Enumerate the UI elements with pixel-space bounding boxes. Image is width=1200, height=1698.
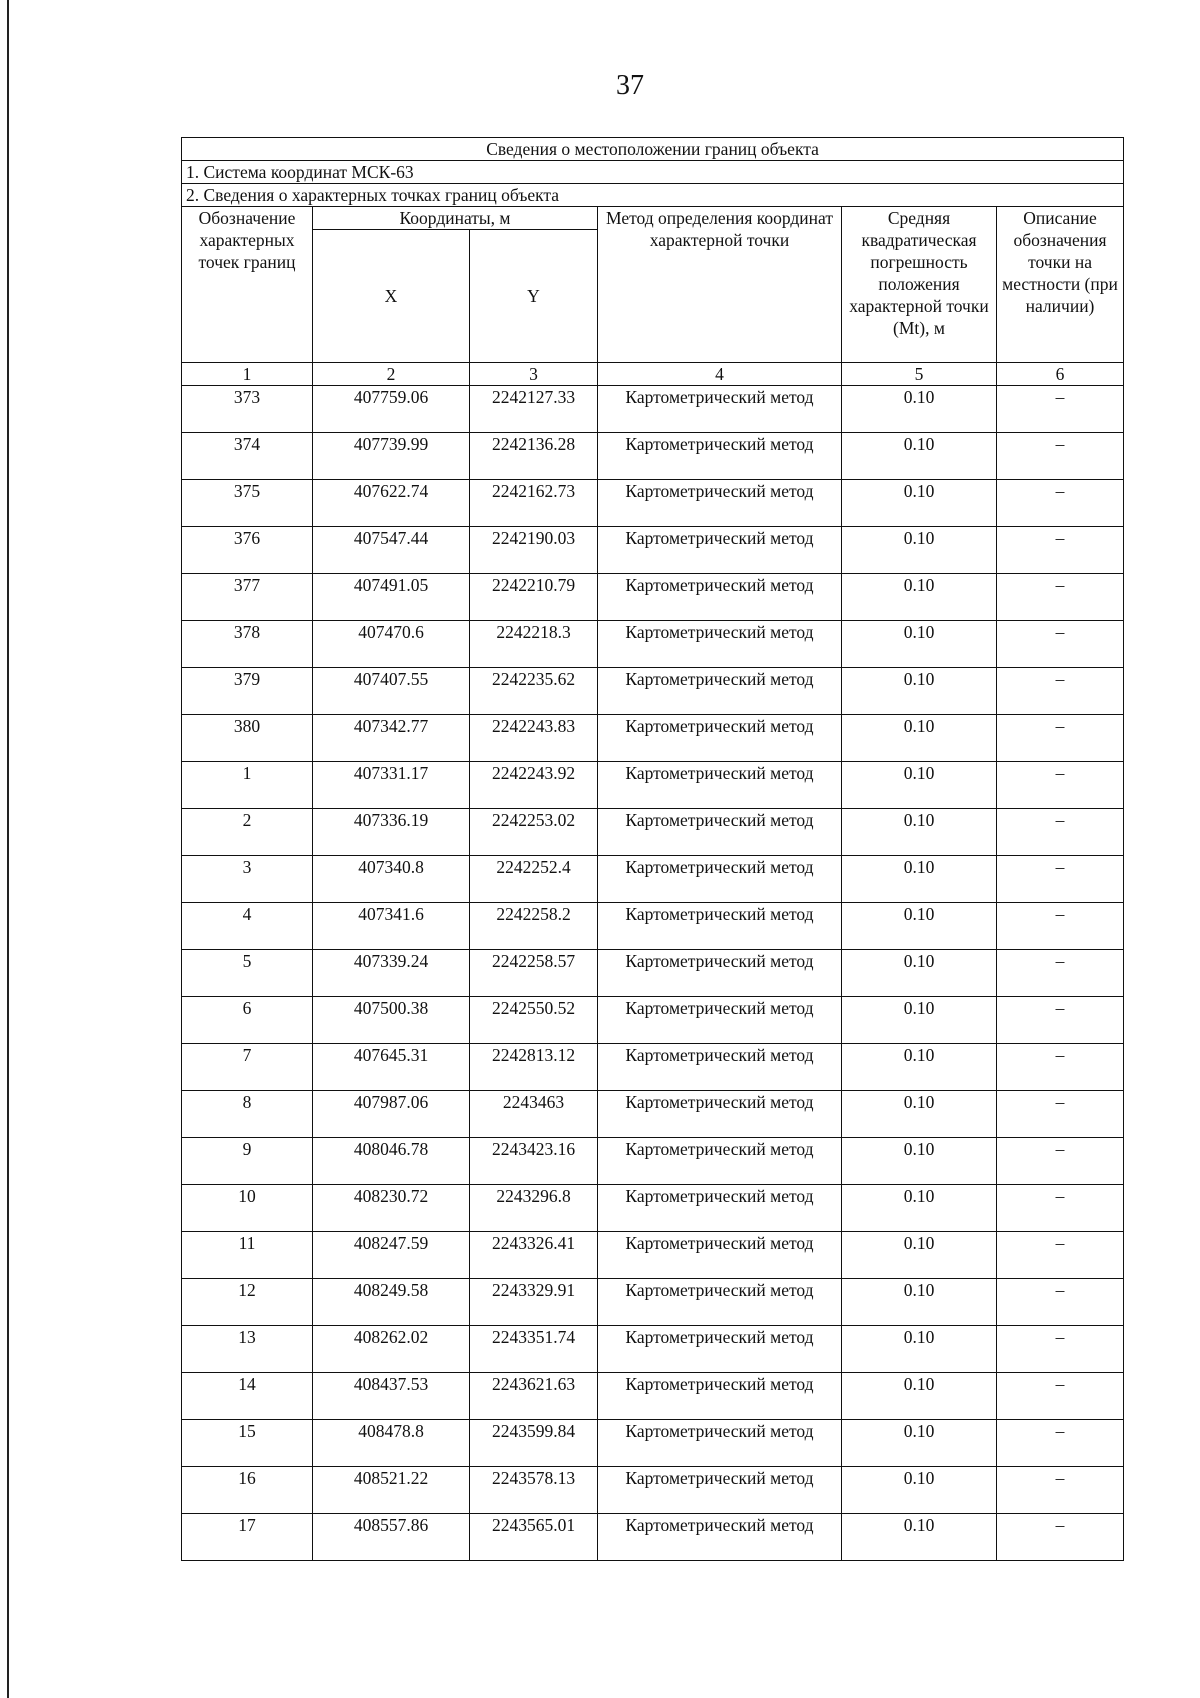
header-error: Средняя квадратическая погрешность положения характерной точки (Mt), м [842, 207, 997, 363]
description: – [997, 1420, 1124, 1467]
coord-x: 407645.31 [313, 1044, 470, 1091]
mean-error: 0.10 [842, 1044, 997, 1091]
coord-x: 408247.59 [313, 1232, 470, 1279]
description: – [997, 715, 1124, 762]
description: – [997, 1232, 1124, 1279]
description: – [997, 1514, 1124, 1561]
column-number: 4 [598, 363, 842, 386]
method: Картометрический метод [598, 433, 842, 480]
point-id: 13 [182, 1326, 313, 1373]
method: Картометрический метод [598, 1138, 842, 1185]
point-id: 6 [182, 997, 313, 1044]
table-row [182, 1373, 1124, 1420]
point-id: 15 [182, 1420, 313, 1467]
description: – [997, 1373, 1124, 1420]
method: Картометрический метод [598, 527, 842, 574]
method: Картометрический метод [598, 809, 842, 856]
point-id: 1 [182, 762, 313, 809]
coord-x: 408046.78 [313, 1138, 470, 1185]
point-id: 10 [182, 1185, 313, 1232]
coord-y: 2242210.79 [470, 574, 598, 621]
point-id: 373 [182, 386, 313, 433]
description: – [997, 621, 1124, 668]
mean-error: 0.10 [842, 856, 997, 903]
point-id: 374 [182, 433, 313, 480]
mean-error: 0.10 [842, 1091, 997, 1138]
coord-y: 2242258.57 [470, 950, 598, 997]
table-row [182, 762, 1124, 809]
method: Картометрический метод [598, 480, 842, 527]
coord-y: 2242136.28 [470, 433, 598, 480]
point-id: 3 [182, 856, 313, 903]
table-row [182, 1420, 1124, 1467]
table-row [182, 1091, 1124, 1138]
mean-error: 0.10 [842, 715, 997, 762]
coord-y: 2242218.3 [470, 621, 598, 668]
table-row [182, 386, 1124, 433]
column-number: 1 [182, 363, 313, 386]
coord-x: 407470.6 [313, 621, 470, 668]
left-page-border [7, 0, 9, 1698]
method: Картометрический метод [598, 386, 842, 433]
coord-y: 2242127.33 [470, 386, 598, 433]
coord-x: 408249.58 [313, 1279, 470, 1326]
coord-x: 407987.06 [313, 1091, 470, 1138]
method: Картометрический метод [598, 1467, 842, 1514]
table-row [182, 1279, 1124, 1326]
coord-x: 407622.74 [313, 480, 470, 527]
method: Картометрический метод [598, 1232, 842, 1279]
coord-y: 2242258.2 [470, 903, 598, 950]
method: Картометрический метод [598, 997, 842, 1044]
table-row [182, 1044, 1124, 1091]
coord-x: 407759.06 [313, 386, 470, 433]
coord-y: 2243463 [470, 1091, 598, 1138]
mean-error: 0.10 [842, 1373, 997, 1420]
coord-y: 2243329.91 [470, 1279, 598, 1326]
description: – [997, 668, 1124, 715]
table-row [182, 621, 1124, 668]
coord-y: 2242813.12 [470, 1044, 598, 1091]
coordinate-system: 1. Система координат МСК-63 [182, 161, 1124, 184]
coord-y: 2243565.01 [470, 1514, 598, 1561]
column-number: 2 [313, 363, 470, 386]
mean-error: 0.10 [842, 809, 997, 856]
method: Картометрический метод [598, 1185, 842, 1232]
table-row [182, 1232, 1124, 1279]
point-id: 14 [182, 1373, 313, 1420]
column-numbers-row [182, 363, 1124, 386]
coord-x: 407331.17 [313, 762, 470, 809]
description: – [997, 1138, 1124, 1185]
coord-x: 408437.53 [313, 1373, 470, 1420]
description: – [997, 1044, 1124, 1091]
point-id: 375 [182, 480, 313, 527]
coord-y: 2242235.62 [470, 668, 598, 715]
mean-error: 0.10 [842, 574, 997, 621]
header-coords: Координаты, м [313, 207, 598, 230]
coord-y: 2242162.73 [470, 480, 598, 527]
point-id: 12 [182, 1279, 313, 1326]
table-title: Сведения о местоположении границ объекта [182, 138, 1124, 161]
method: Картометрический метод [598, 856, 842, 903]
method: Картометрический метод [598, 903, 842, 950]
coord-x: 407342.77 [313, 715, 470, 762]
table-row [182, 1514, 1124, 1561]
point-id: 379 [182, 668, 313, 715]
page-number: 37 [616, 70, 644, 101]
description: – [997, 809, 1124, 856]
column-number: 3 [470, 363, 598, 386]
mean-error: 0.10 [842, 668, 997, 715]
table-row [182, 1185, 1124, 1232]
mean-error: 0.10 [842, 621, 997, 668]
description: – [997, 762, 1124, 809]
coord-y: 2243351.74 [470, 1326, 598, 1373]
description: – [997, 1326, 1124, 1373]
table-row [182, 997, 1124, 1044]
point-id: 17 [182, 1514, 313, 1561]
coord-y: 2243326.41 [470, 1232, 598, 1279]
point-id: 377 [182, 574, 313, 621]
coord-x: 408521.22 [313, 1467, 470, 1514]
column-number: 5 [842, 363, 997, 386]
header-x: X [313, 230, 470, 363]
coord-x: 408478.8 [313, 1420, 470, 1467]
point-id: 4 [182, 903, 313, 950]
description: – [997, 1091, 1124, 1138]
table-row [182, 480, 1124, 527]
description: – [997, 480, 1124, 527]
mean-error: 0.10 [842, 527, 997, 574]
header-y: Y [470, 230, 598, 363]
point-id: 11 [182, 1232, 313, 1279]
point-id: 2 [182, 809, 313, 856]
mean-error: 0.10 [842, 1232, 997, 1279]
table-row [182, 1138, 1124, 1185]
table-row [182, 950, 1124, 997]
coord-x: 408557.86 [313, 1514, 470, 1561]
description: – [997, 997, 1124, 1044]
mean-error: 0.10 [842, 1326, 997, 1373]
description: – [997, 1467, 1124, 1514]
boundary-points-table [181, 137, 1124, 1561]
header-point: Обозначение характерных точек границ [182, 207, 313, 363]
mean-error: 0.10 [842, 997, 997, 1044]
description: – [997, 950, 1124, 997]
method: Картометрический метод [598, 1326, 842, 1373]
method: Картометрический метод [598, 574, 842, 621]
mean-error: 0.10 [842, 762, 997, 809]
coord-x: 407491.05 [313, 574, 470, 621]
table-row [182, 809, 1124, 856]
point-id: 380 [182, 715, 313, 762]
table-row [182, 1326, 1124, 1373]
coord-x: 407739.99 [313, 433, 470, 480]
point-id: 16 [182, 1467, 313, 1514]
table-row [182, 668, 1124, 715]
description: – [997, 386, 1124, 433]
method: Картометрический метод [598, 1514, 842, 1561]
mean-error: 0.10 [842, 1138, 997, 1185]
coord-x: 407339.24 [313, 950, 470, 997]
coord-x: 407407.55 [313, 668, 470, 715]
coord-y: 2242550.52 [470, 997, 598, 1044]
point-id: 7 [182, 1044, 313, 1091]
method: Картометрический метод [598, 1044, 842, 1091]
mean-error: 0.10 [842, 1467, 997, 1514]
description: – [997, 433, 1124, 480]
coord-x: 408230.72 [313, 1185, 470, 1232]
mean-error: 0.10 [842, 1279, 997, 1326]
coord-y: 2243621.63 [470, 1373, 598, 1420]
table-row [182, 856, 1124, 903]
point-id: 378 [182, 621, 313, 668]
coord-y: 2242243.92 [470, 762, 598, 809]
description: – [997, 574, 1124, 621]
method: Картометрический метод [598, 715, 842, 762]
description: – [997, 1185, 1124, 1232]
coord-y: 2242253.02 [470, 809, 598, 856]
point-id: 9 [182, 1138, 313, 1185]
header-description: Описание обозначения точки на местности (при наличии) [997, 207, 1124, 363]
mean-error: 0.10 [842, 433, 997, 480]
coord-y: 2242252.4 [470, 856, 598, 903]
section-title: 2. Сведения о характерных точках границ объекта [182, 184, 1124, 207]
coord-x: 408262.02 [313, 1326, 470, 1373]
coord-x: 407336.19 [313, 809, 470, 856]
coord-y: 2242243.83 [470, 715, 598, 762]
coord-x: 407341.6 [313, 903, 470, 950]
description: – [997, 527, 1124, 574]
coord-x: 407547.44 [313, 527, 470, 574]
mean-error: 0.10 [842, 1514, 997, 1561]
column-number: 6 [997, 363, 1124, 386]
mean-error: 0.10 [842, 480, 997, 527]
point-id: 5 [182, 950, 313, 997]
mean-error: 0.10 [842, 903, 997, 950]
point-id: 376 [182, 527, 313, 574]
table-row [182, 1467, 1124, 1514]
point-id: 8 [182, 1091, 313, 1138]
header-method: Метод определения координат характерной точки [598, 207, 842, 363]
method: Картометрический метод [598, 1420, 842, 1467]
table-row [182, 433, 1124, 480]
coord-x: 407500.38 [313, 997, 470, 1044]
table-row [182, 903, 1124, 950]
table-row [182, 574, 1124, 621]
method: Картометрический метод [598, 762, 842, 809]
coord-y: 2243599.84 [470, 1420, 598, 1467]
description: – [997, 856, 1124, 903]
coord-y: 2243423.16 [470, 1138, 598, 1185]
coord-y: 2242190.03 [470, 527, 598, 574]
description: – [997, 903, 1124, 950]
mean-error: 0.10 [842, 386, 997, 433]
mean-error: 0.10 [842, 1420, 997, 1467]
coord-x: 407340.8 [313, 856, 470, 903]
method: Картометрический метод [598, 668, 842, 715]
coord-y: 2243296.8 [470, 1185, 598, 1232]
method: Картометрический метод [598, 621, 842, 668]
method: Картометрический метод [598, 950, 842, 997]
method: Картометрический метод [598, 1373, 842, 1420]
mean-error: 0.10 [842, 950, 997, 997]
table-row [182, 527, 1124, 574]
mean-error: 0.10 [842, 1185, 997, 1232]
method: Картометрический метод [598, 1091, 842, 1138]
coord-y: 2243578.13 [470, 1467, 598, 1514]
table-row [182, 715, 1124, 762]
method: Картометрический метод [598, 1279, 842, 1326]
description: – [997, 1279, 1124, 1326]
